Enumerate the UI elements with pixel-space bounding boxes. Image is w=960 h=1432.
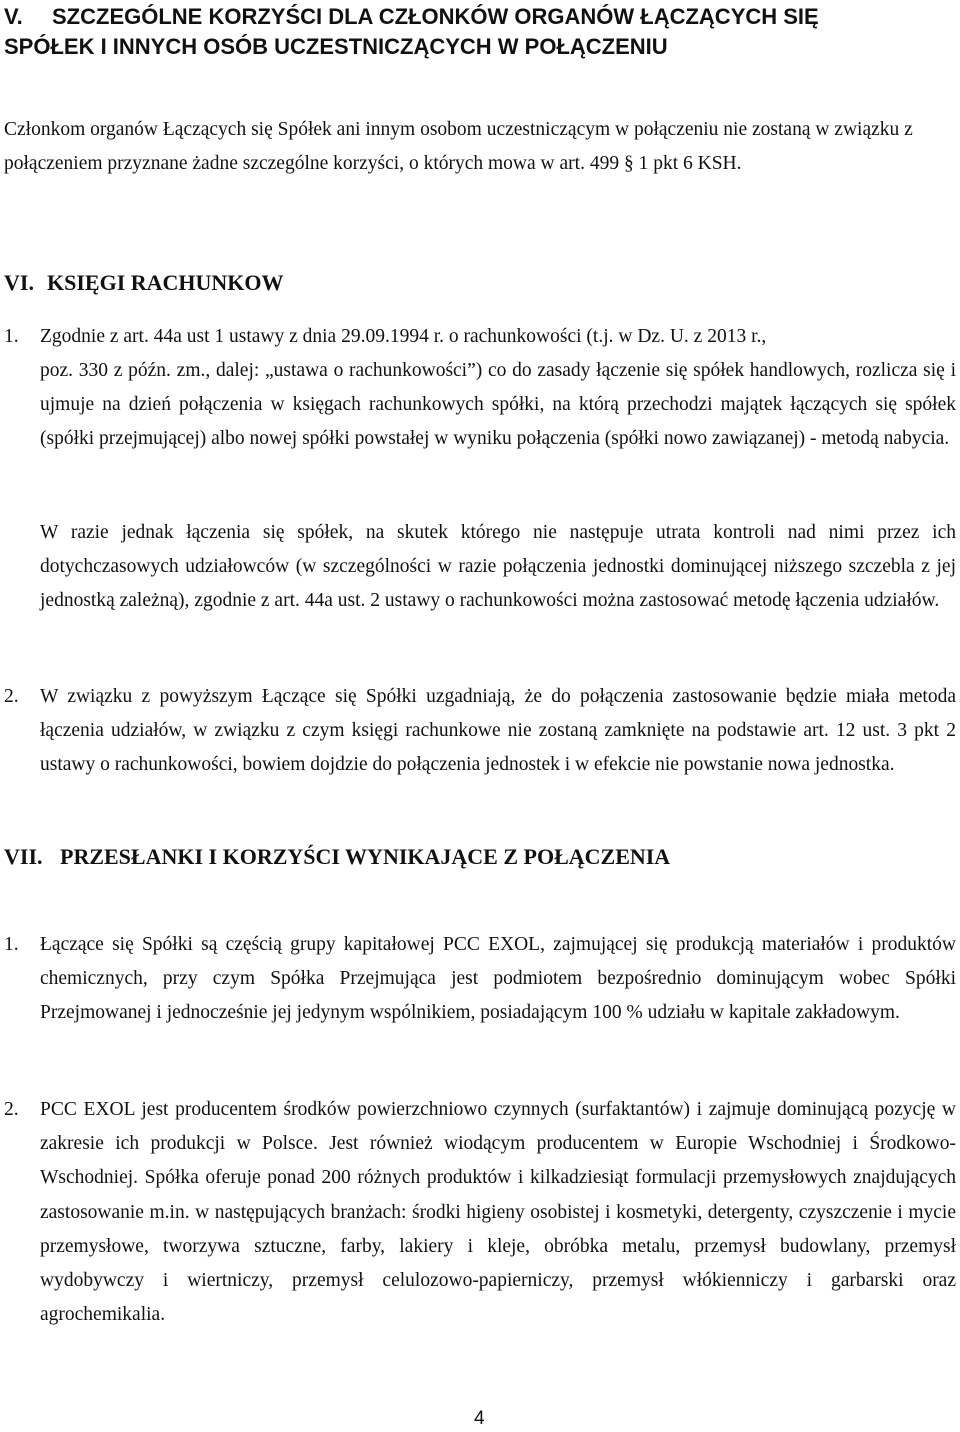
section-vi-item1-text: poz. 330 z późn. zm., dalej: „ustawa o rachunkowości”) co do zasady łączenie się spółek handlowych, rozlicza się i ujmuje na dzień połączenia w księgach rachunkowych spółki, na którą przechodzi majątek łączących się spółek (spółki przejmującej) albo nowej spółki powstałej w wyniku połączenia (spółki nowo zawiązanej) - metodą nabycia. — [40, 360, 956, 450]
section-vi-item1-paragraph2: W razie jednak łączenia się spółek, na skutek którego nie następuje utrata kontroli nad nimi przez ich dotychczasowych udziałowców (w szczególności w razie połączenia jednostki dominującej niższego szczebla z jej jednostką zależną), zgodnie z art. 44a ust. 2 ustawy o rachunkowości można zastosować metodę łączenia udziałów. — [40, 522, 956, 612]
section-vii-item2-text: PCC EXOL jest producentem środków powierzchniowo czynnych (surfaktantów) i zajmuje dominującą pozycję w zakresie ich produkcji w Polsce. Jest również wiodącym producentem w Europie Wschodniej i Środkowo-Wschodniej. Spółka oferuje ponad 200 różnych produktów i kilkadziesiąt formulacji przemysłowych znajdujących zastosowanie m.in. w następujących branżach: środki higieny osobistej i kosmetyki, detergenty, czyszczenie i mycie przemysłowe, tworzywa sztuczne, farby, lakiery i kleje, obróbka metalu, przemysł budowlany, przemysł wydobywczy i wiertniczy, przemysł celulozowo-papierniczy, przemysł włókienniczy i garbarski oraz agrochemikalia. — [40, 1099, 956, 1326]
section-v-title-line2: SPÓŁEK I INNYCH OSÓB UCZESTNICZĄCYCH W POŁĄCZENIU — [4, 34, 668, 59]
section-vi-item1-number: 1. — [4, 326, 19, 347]
section-v-number: V. — [4, 4, 23, 29]
section-vii-item2-number: 2. — [4, 1099, 19, 1120]
section-vi-item1-line1: Zgodnie z art. 44a ust 1 ustawy z dnia 29.09.1994 r. o rachunkowości (t.j. w Dz. U. z 2013 r., — [40, 326, 767, 347]
page-number: 4 — [474, 1408, 485, 1429]
section-vii-number: VII. — [4, 844, 43, 869]
section-v-paragraph: Członkom organów Łączących się Spółek ani innym osobom uczestniczącym w połączeniu nie zostaną w związku z połączeniem przyznane żadne szczególne korzyści, o których mowa w art. 499 § 1 pkt 6 KSH. — [4, 119, 913, 175]
section-vi-number: VI. — [4, 270, 34, 295]
section-v-title-line1: SZCZEGÓLNE KORZYŚCI DLA CZŁONKÓW ORGANÓW ŁĄCZĄCYCH SIĘ — [52, 4, 819, 29]
section-vi-title: KSIĘGI RACHUNKOW — [47, 270, 284, 295]
section-vi-item2-text: W związku z powyższym Łączące się Spółki uzgadniają, że do połączenia zastosowanie będzie miała metoda łączenia udziałów, w związku z czym księgi rachunkowe nie zostaną zamknięte na podstawie art. 12 ust. 3 pkt 2 ustawy o rachunkowości, bowiem dojdzie do połączenia jednostek i w efekcie nie powstanie nowa jednostka. — [40, 686, 956, 776]
section-vii-title: PRZESŁANKI I KORZYŚCI WYNIKAJĄCE Z POŁĄCZENIA — [60, 844, 671, 869]
section-vi-item2-number: 2. — [4, 686, 19, 707]
section-vii-item1-number: 1. — [4, 934, 19, 955]
section-vii-item1-text: Łączące się Spółki są częścią grupy kapitałowej PCC EXOL, zajmującej się produkcją materiałów i produktów chemicznych, przy czym Spółka Przejmująca jest podmiotem bezpośrednio dominującym wobec Spółki Przejmowanej i jednocześnie jej jedynym wspólnikiem, posiadającym 100 % udziału w kapitale zakładowym. — [40, 934, 956, 1024]
